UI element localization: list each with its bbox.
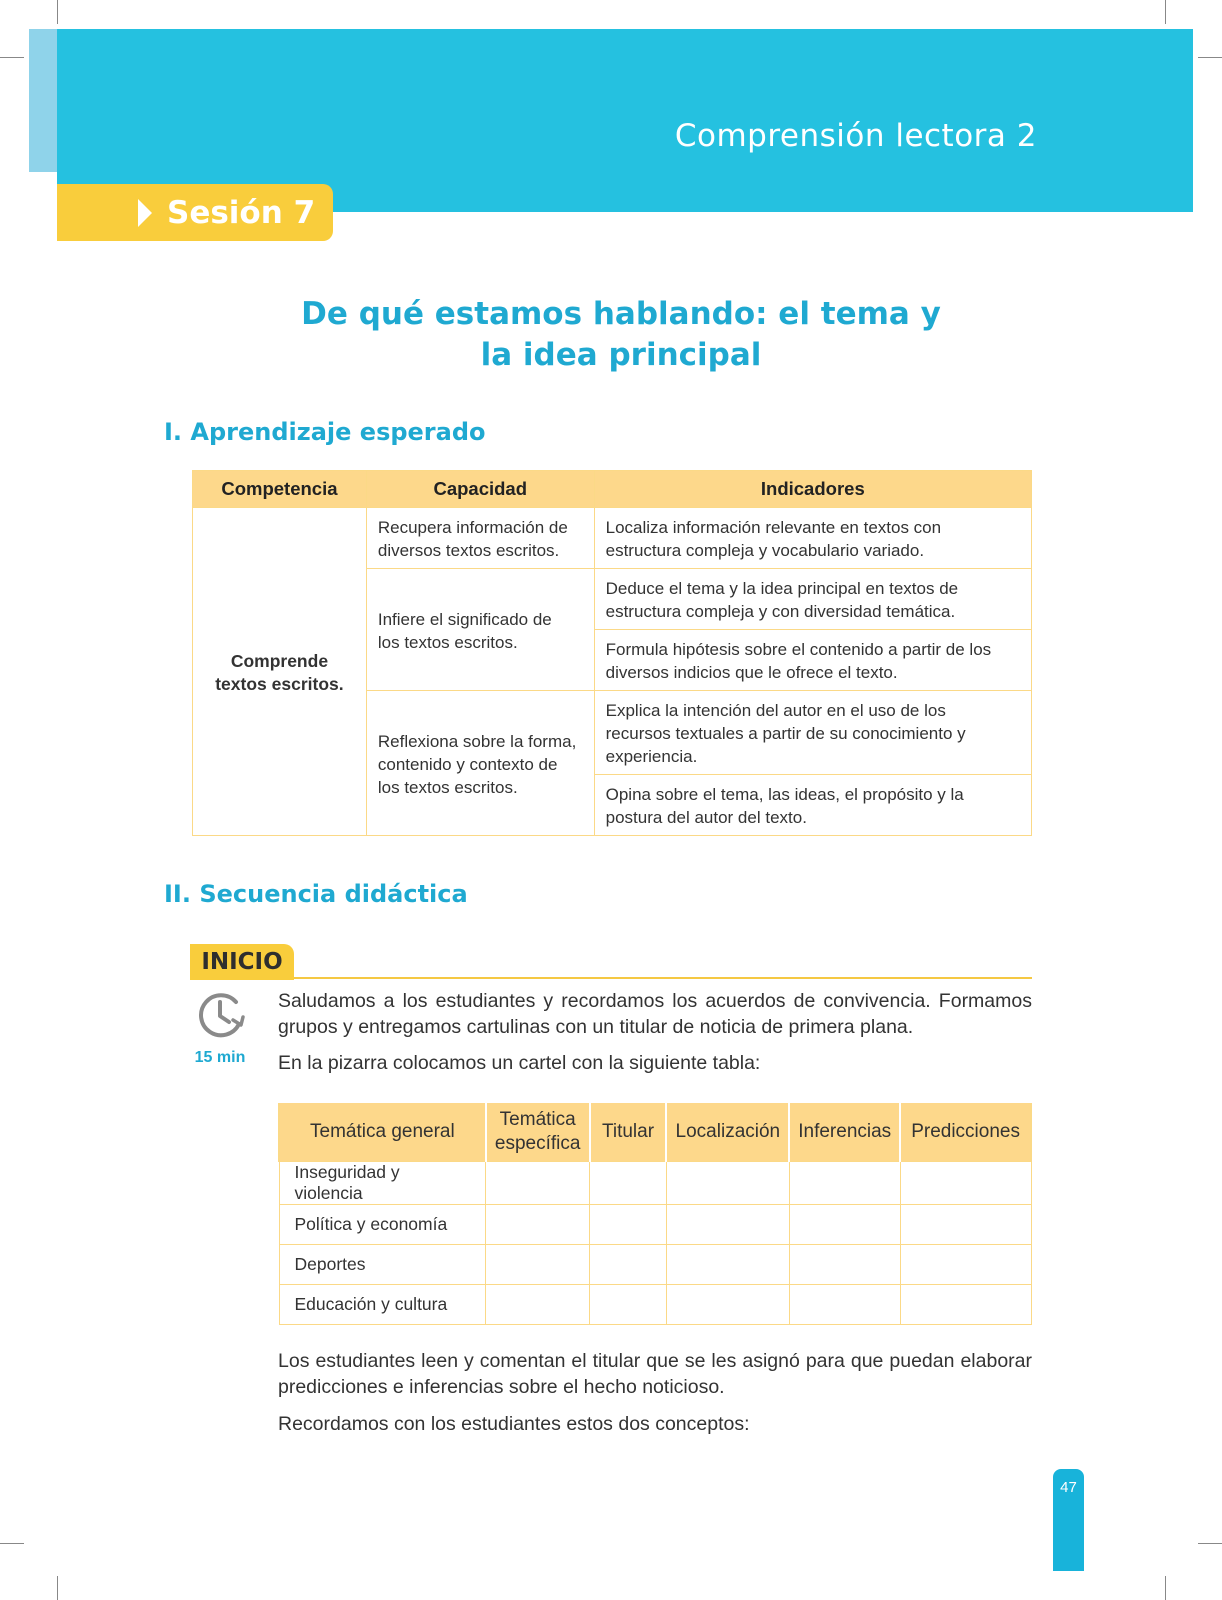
- divider: [290, 977, 1032, 979]
- capacidad-line: Recupera información de: [377, 518, 568, 537]
- competencia-line: textos escritos.: [215, 673, 344, 694]
- empty-cell: [789, 1245, 900, 1285]
- capacidad-cell: [366, 569, 594, 691]
- table-cell: Deportes: [279, 1245, 486, 1285]
- empty-cell: [486, 1245, 590, 1285]
- table-row: [279, 1205, 1031, 1245]
- empty-cell: [900, 1285, 1031, 1325]
- competencia-cell: [193, 508, 367, 836]
- capacidad-cell: [366, 691, 594, 836]
- empty-cell: [789, 1162, 900, 1205]
- table-cell: Educación y cultura: [279, 1285, 486, 1325]
- indicador-line: experiencia.: [605, 747, 698, 766]
- paragraph-lectura: Los estudiantes leen y comentan el titular que se les asignó para que puedan elaborar predicciones e inferencias sobre el hecho noticioso.: [278, 1350, 1032, 1398]
- indicador-line: postura del autor del texto.: [605, 808, 807, 827]
- thematic-table: [278, 1103, 1032, 1325]
- capacidad-cell: [366, 508, 594, 569]
- column-header: Localización: [666, 1103, 789, 1162]
- page-title-line-2: la idea principal: [480, 337, 762, 373]
- empty-cell: [789, 1285, 900, 1325]
- learning-table: [192, 470, 1032, 836]
- empty-cell: [666, 1162, 789, 1205]
- empty-cell: [590, 1162, 667, 1205]
- empty-cell: [590, 1285, 667, 1325]
- empty-cell: [900, 1162, 1031, 1205]
- table-row: [279, 1162, 1031, 1205]
- table-cell: Inseguridad y violencia: [279, 1162, 486, 1205]
- column-header-line: específica: [494, 1133, 581, 1154]
- empty-cell: [486, 1162, 590, 1205]
- column-header: Competencia: [193, 471, 367, 508]
- competencia-line: Comprende: [230, 650, 329, 671]
- page-title: [200, 294, 1042, 376]
- indicador-line: diversos indicios que le ofrece el texto.: [605, 663, 898, 682]
- column-header: Temática general: [279, 1103, 486, 1162]
- indicador-cell: [594, 569, 1031, 630]
- indicador-line: Explica la intención del autor en el uso de los: [605, 701, 946, 720]
- page-title-line-1: De qué estamos hablando: el tema y: [301, 296, 941, 332]
- crop-mark: [1198, 1543, 1222, 1544]
- indicador-cell: [594, 691, 1031, 775]
- column-header: [486, 1103, 590, 1162]
- book-title: Comprensión lectora 2: [674, 118, 1037, 154]
- empty-cell: [486, 1205, 590, 1245]
- table-header-row: [193, 471, 1032, 508]
- session-tab: [57, 184, 333, 241]
- capacidad-line: Reflexiona sobre la forma,: [377, 731, 577, 751]
- capacidad-line: los textos escritos.: [377, 777, 518, 797]
- indicador-line: Opina sobre el tema, las ideas, el propósito y la: [605, 785, 964, 804]
- empty-cell: [900, 1205, 1031, 1245]
- section-heading-aprendizaje: I. Aprendizaje esperado: [164, 418, 486, 446]
- column-header: Predicciones: [900, 1103, 1031, 1162]
- capacidad-line: contenido y contexto de: [377, 754, 558, 774]
- empty-cell: [789, 1205, 900, 1245]
- column-header: Titular: [590, 1103, 667, 1162]
- table-cell: Política y economía: [279, 1205, 486, 1245]
- time-label: 15 min: [194, 1049, 246, 1066]
- crop-mark: [1165, 0, 1166, 24]
- crop-mark: [57, 1576, 58, 1600]
- empty-cell: [590, 1245, 667, 1285]
- page-number: 47: [1060, 1479, 1077, 1496]
- section-heading-secuencia: II. Secuencia didáctica: [164, 880, 468, 908]
- empty-cell: [666, 1285, 789, 1325]
- crop-mark: [57, 0, 58, 24]
- column-header: Inferencias: [789, 1103, 900, 1162]
- capacidad-line: diversos textos escritos.: [377, 541, 560, 560]
- indicador-line: estructura compleja y vocabulario variado.: [605, 541, 925, 560]
- capacidad-line: los textos escritos.: [377, 632, 518, 652]
- empty-cell: [666, 1205, 789, 1245]
- indicador-line: Formula hipótesis sobre el contenido a partir de los: [605, 640, 992, 659]
- clock-icon: [196, 990, 248, 1040]
- indicador-cell: [594, 775, 1031, 836]
- paragraph-conceptos: Recordamos con los estudiantes estos dos conceptos:: [278, 1413, 750, 1435]
- table-row: [279, 1245, 1031, 1285]
- header-band-accent: [29, 29, 57, 172]
- column-header-line: Temática: [499, 1109, 576, 1130]
- crop-mark: [0, 57, 24, 58]
- empty-cell: [590, 1205, 667, 1245]
- capacidad-line: Infiere el significado de: [377, 609, 552, 629]
- column-header: Capacidad: [366, 471, 594, 508]
- crop-mark: [0, 1543, 24, 1544]
- indicador-line: Localiza información relevante en textos con: [605, 518, 942, 537]
- paragraph-intro: Saludamos a los estudiantes y recordamos los acuerdos de convivencia. Formamos grupos y entregamos cartulinas con un titular de noticia de primera plana.: [278, 990, 1032, 1038]
- empty-cell: [900, 1245, 1031, 1285]
- crop-mark: [1198, 57, 1222, 58]
- play-triangle-icon: [138, 199, 152, 227]
- table-header-row: [279, 1103, 1031, 1162]
- session-label: Sesión 7: [167, 194, 316, 231]
- paragraph-pizarra: En la pizarra colocamos un cartel con la siguiente tabla:: [278, 1052, 761, 1074]
- column-header: Indicadores: [594, 471, 1031, 508]
- indicador-line: recursos textuales a partir de su conocimiento y: [605, 724, 966, 743]
- inicio-label: INICIO: [190, 944, 294, 980]
- table-row: [193, 508, 1032, 569]
- empty-cell: [666, 1245, 789, 1285]
- indicador-line: estructura compleja y con diversidad temática.: [605, 602, 956, 621]
- indicador-line: Deduce el tema y la idea principal en textos de: [605, 579, 959, 598]
- indicador-cell: [594, 630, 1031, 691]
- indicador-cell: [594, 508, 1031, 569]
- table-row: [279, 1285, 1031, 1325]
- empty-cell: [486, 1285, 590, 1325]
- crop-mark: [1165, 1576, 1166, 1600]
